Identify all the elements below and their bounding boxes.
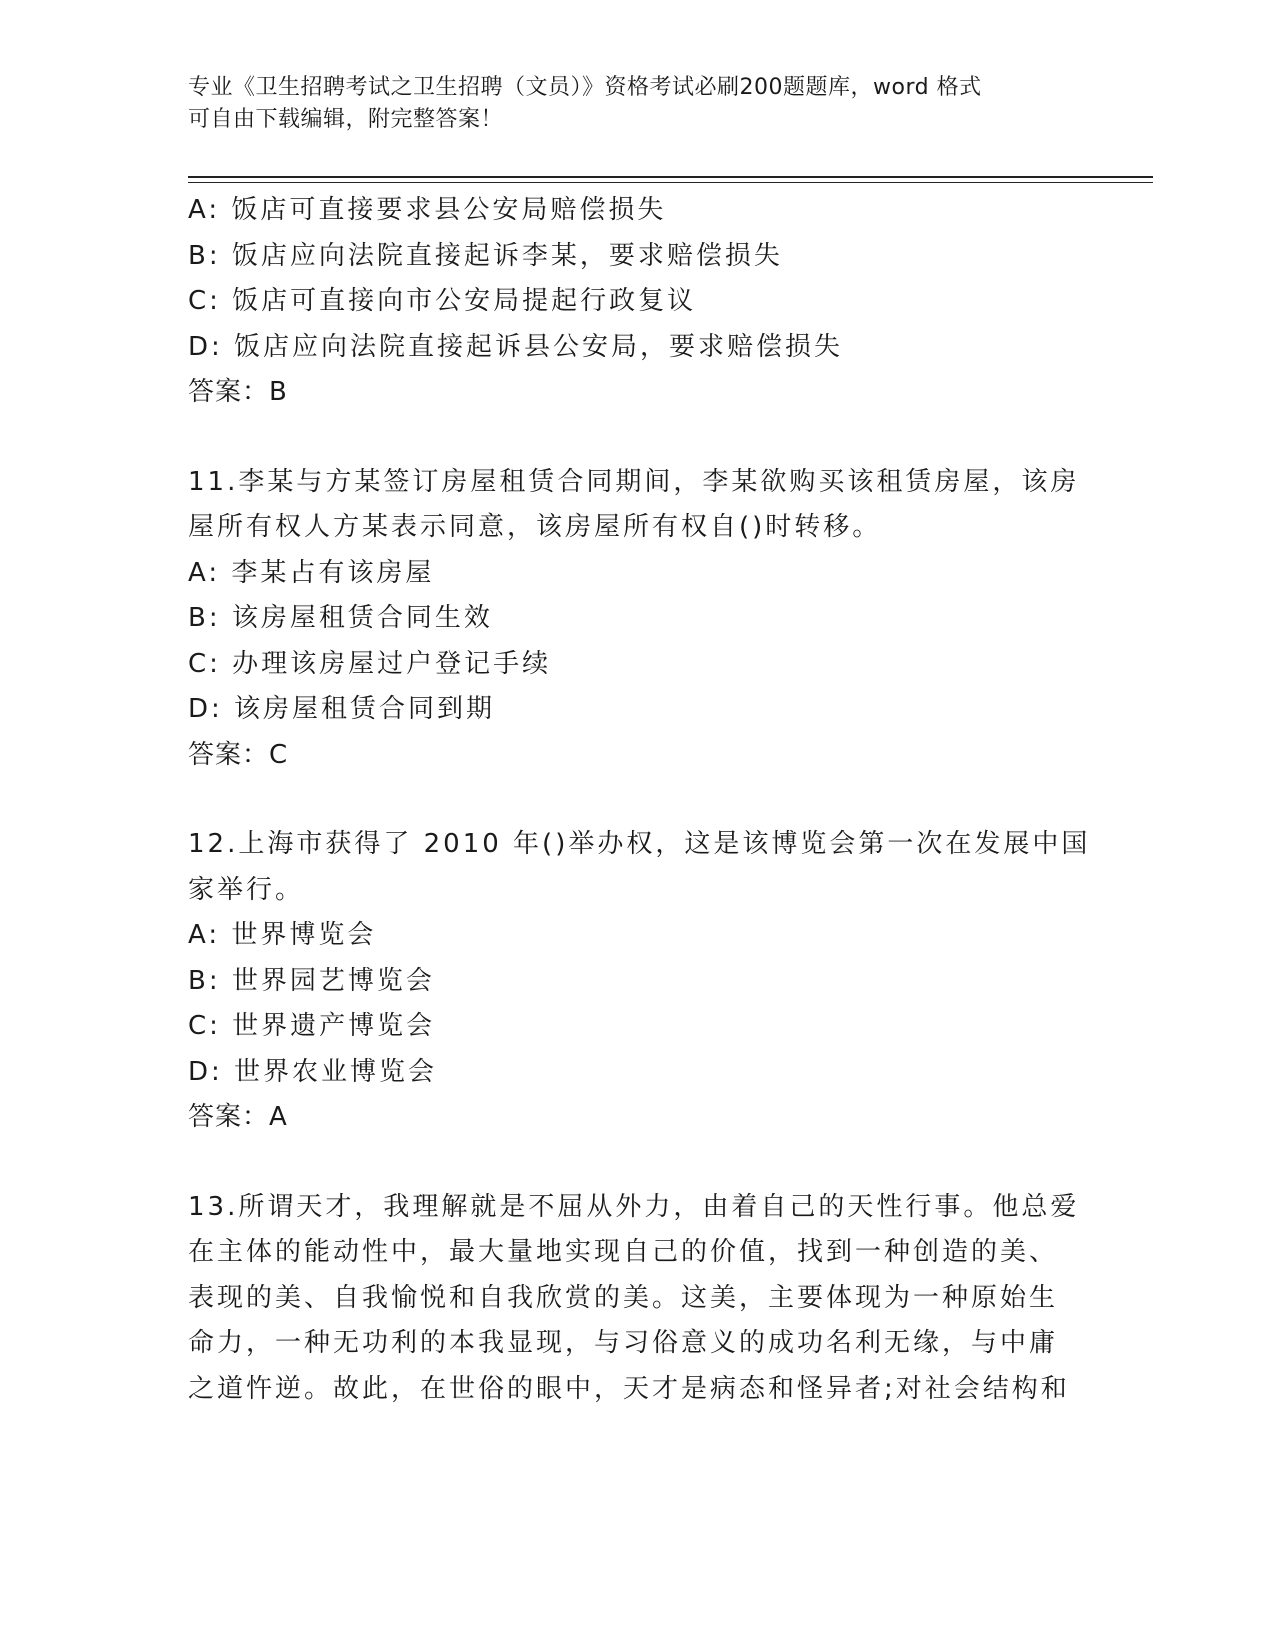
- option-a: A: 饭店可直接要求县公安局赔偿损失: [188, 195, 667, 225]
- question-text-line: 家举行。: [188, 874, 305, 905]
- prev-question: [188, 188, 1088, 416]
- question-text-line: 表现的美、自我愉悦和自我欣赏的美。这美，主要体现为一种原始生: [188, 1282, 1059, 1313]
- question-text-line: 屋所有权人方某表示同意，该房屋所有权自()时转移。: [188, 512, 882, 542]
- header-rule-thick: [188, 176, 1153, 178]
- question-content: [188, 188, 1091, 1412]
- answer: 答案：B: [188, 377, 288, 407]
- question-text-line: 13.所谓天才，我理解就是不屈从外力，由着自己的天性行事。他总爱: [188, 1191, 1080, 1222]
- question-11: [188, 460, 1088, 779]
- option-d: D: 饭店应向法院直接起诉县公安局，要求赔偿损失: [188, 331, 844, 362]
- question-text-line: 12.上海市获得了 2010 年()举办权，这是该博览会第一次在发展中国: [188, 829, 1091, 859]
- option-a: A: 世界博览会: [188, 920, 377, 950]
- answer: 答案：A: [188, 1102, 288, 1132]
- option-c: C: 办理该房屋过户登记手续: [188, 648, 552, 679]
- option-d: D: 该房屋租赁合同到期: [188, 694, 496, 724]
- question-text-line: 11.李某与方某签订房屋租赁合同期间，李某欲购买该租赁房屋，该房: [188, 466, 1080, 497]
- question-text-line: 之道忤逆。故此，在世俗的眼中，天才是病态和怪异者;对社会结构和: [188, 1373, 1070, 1404]
- option-d: D: 世界农业博览会: [188, 1056, 438, 1087]
- question-13: [188, 1185, 1088, 1413]
- option-a: A: 李某占有该房屋: [188, 557, 435, 588]
- option-b: B: 该房屋租赁合同生效: [188, 603, 493, 633]
- option-c: C: 世界遗产博览会: [188, 1011, 436, 1041]
- question-text-line: 在主体的能动性中，最大量地实现自己的价值，找到一种创造的美、: [188, 1237, 1059, 1267]
- header-rule-thin: [188, 182, 1153, 183]
- option-c: C: 饭店可直接向市公安局提起行政复议: [188, 286, 697, 316]
- document-header: [188, 72, 1068, 136]
- option-b: B: 世界园艺博览会: [188, 965, 435, 996]
- answer: 答案：C: [188, 739, 289, 770]
- option-b: B: 饭店应向法院直接起诉李某，要求赔偿损失: [188, 240, 783, 271]
- header-line-2: 可自由下载编辑，附完整答案！: [188, 107, 504, 132]
- question-text-line: 命力，一种无功利的本我显现，与习俗意义的成功名利无缘，与中庸: [188, 1328, 1059, 1358]
- header-line-1: 专业《卫生招聘考试之卫生招聘（文员）》资格考试必刷200题题库，word 格式: [188, 75, 982, 100]
- question-12: [188, 822, 1091, 1141]
